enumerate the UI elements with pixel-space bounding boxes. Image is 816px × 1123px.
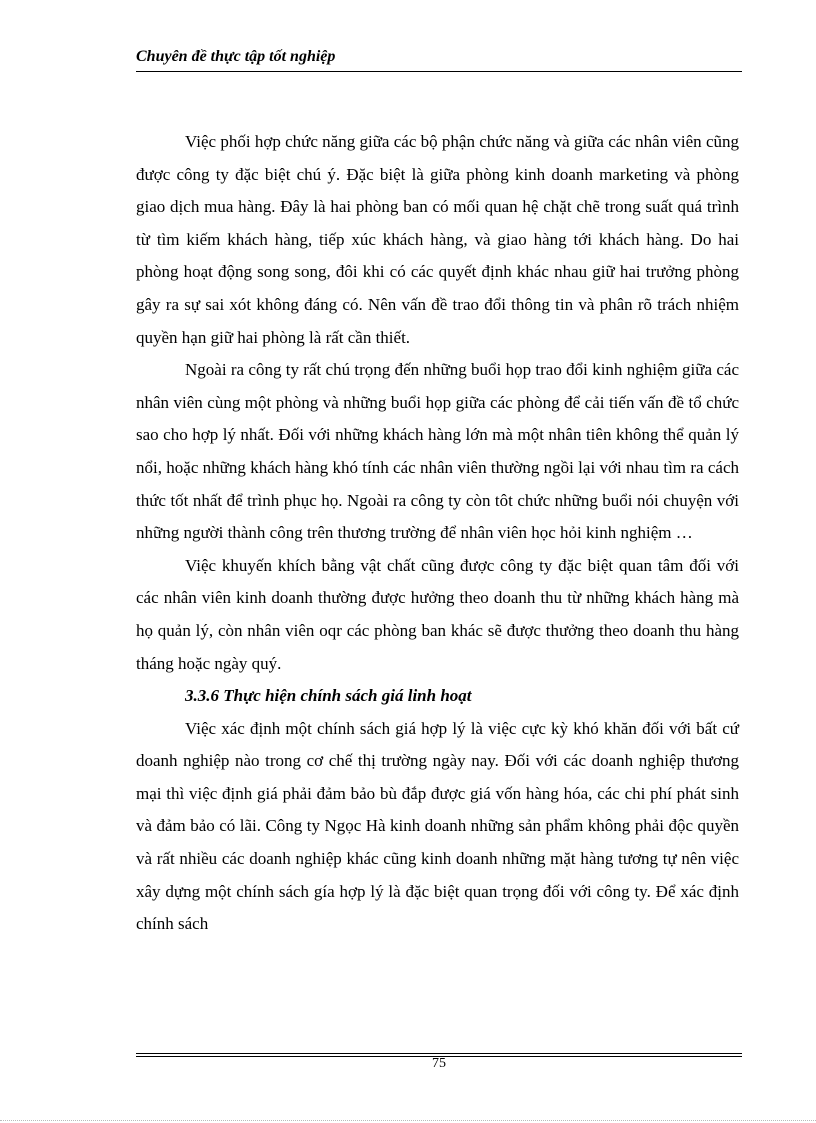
running-header-title: Chuyên đề thực tập tốt nghiệp — [136, 48, 336, 65]
page-body — [136, 126, 739, 941]
page-bottom-edge — [0, 1120, 816, 1121]
body-paragraph-1: Việc phối hợp chức năng giữa các bộ phận chức năng và giữa các nhân viên cũng được công ty đặc biệt chú ý. Đặc biệt là giữa phòng kinh doanh marketing và phòng giao dịch mua hàng. Đây là hai phòng ban có mối quan hệ chặt chẽ trong suất quá trình từ tìm kiếm khách hàng, tiếp xúc khách hàng, và giao hàng tới khách hàng. Do hai phòng hoạt động song song, đôi khi có các quyết định khác nhau giữ hai trưởng phòng gây ra sự sai xót không đáng có. Nên vấn đề trao đổi thông tin và phân rõ trách nhiệm quyền hạn giữ hai phòng là rất cần thiết. — [136, 132, 739, 347]
page-number: 75 — [432, 1056, 446, 1071]
body-paragraph-4: Việc xác định một chính sách giá hợp lý là việc cực kỳ khó khăn đối với bất cứ doanh nghiệp nào trong cơ chế thị trường ngày nay. Đối với các doanh nghiệp thương mại thì việc định giá phải đảm bảo bù đắp được giá vốn hàng hóa, các chi phí phát sinh và đảm bảo có lãi. Công ty Ngọc Hà kinh doanh những sản phẩm không phải độc quyền và rất nhiều các doanh nghiệp khác cũng kinh doanh những mặt hàng tương tự nên việc xây dựng một chính sách gía hợp lý là đặc biệt quan trọng đối với công ty. Để xác định chính sách — [136, 718, 739, 934]
section-heading: 3.3.6 Thực hiện chính sách giá linh hoạt — [185, 686, 472, 706]
header-rule — [136, 71, 742, 72]
body-paragraph-2: Ngoài ra công ty rất chú trọng đến những buổi họp trao đổi kinh nghiệm giữa các nhân viên cùng một phòng và những buổi họp giữa các phòng để cải tiến vấn đề tổ chức sao cho hợp lý nhất. Đối với những khách hàng lớn mà một nhân tiên không thể quản lý nổi, hoặc những khách hàng khó tính các nhân viên thường ngồi lại với nhau tìm ra cách thức tốt nhất để trình phục họ. Ngoài ra công ty còn tôt chức những buổi nói chuyện với những người thành công trên thương trường để nhân viên học hỏi kinh nghiệm … — [136, 360, 739, 543]
footer-rule-top — [136, 1053, 742, 1054]
body-paragraph-3: Việc khuyến khích bằng vật chất cũng được công ty đặc biệt quan tâm đối với các nhân viên kinh doanh thường được hưởng theo doanh thu từ những khách hàng mà họ quản lý, còn nhân viên oqr các phòng ban khác sẽ được thưởng theo doanh thu hàng tháng hoặc ngày quý. — [136, 555, 739, 673]
